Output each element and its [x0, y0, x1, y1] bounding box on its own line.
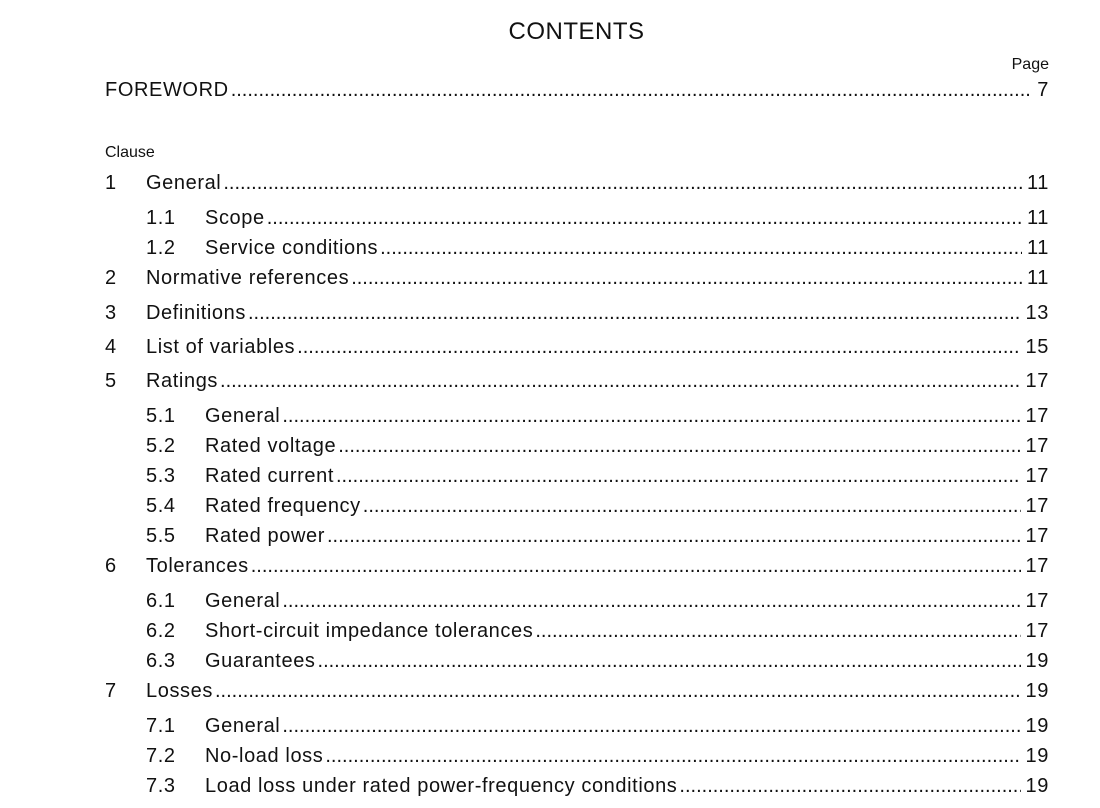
toc-entry-label: No-load loss [205, 745, 324, 767]
toc-entry-label: General [205, 590, 281, 612]
dot-leader [223, 172, 1022, 195]
toc-entry-number: 5 [105, 370, 117, 392]
toc-entry-number: 5.2 [146, 435, 176, 457]
toc-entry-number: 1.1 [146, 207, 176, 229]
toc-entry-label: Guarantees [205, 650, 316, 672]
toc-entry-label: Short-circuit impedance tolerances [205, 620, 534, 642]
dot-leader [282, 715, 1020, 738]
toc-entry-number: 1.2 [146, 237, 176, 259]
toc-entry-number: 7 [105, 680, 117, 702]
toc-entry-number: 3 [105, 302, 117, 324]
toc-entry-number: 5.4 [146, 495, 176, 517]
dot-leader [251, 555, 1021, 578]
dot-leader [282, 405, 1020, 428]
toc-entry-page: 17 [1025, 590, 1049, 612]
toc-entry-label: Normative references [146, 267, 350, 289]
toc-entry-number: 4 [105, 336, 117, 358]
toc-entry-5-1[interactable] [146, 405, 1049, 429]
toc-entry-foreword[interactable] [105, 79, 1049, 103]
toc-entry-label: Losses [146, 680, 213, 702]
toc-entry-page: 17 [1025, 525, 1049, 547]
toc-entry-6-3[interactable] [146, 650, 1049, 674]
toc-entry-page: 17 [1025, 370, 1049, 392]
toc-entry-label: Ratings [146, 370, 219, 392]
toc-entry-number: 7.2 [146, 745, 176, 767]
dot-leader [267, 207, 1022, 230]
toc-entry-page: 17 [1025, 435, 1049, 457]
toc-entry-label: List of variables [146, 336, 296, 358]
toc-entry-4[interactable] [105, 336, 1049, 360]
toc-entry-5-5[interactable] [146, 525, 1049, 549]
toc-entry-label: General [146, 172, 222, 194]
toc-entry-page: 17 [1025, 465, 1049, 487]
toc-entry-page: 15 [1025, 336, 1049, 358]
dot-leader [327, 525, 1021, 548]
dot-leader [351, 267, 1022, 290]
toc-entry-label: General [205, 405, 281, 427]
toc-entry-number: 6.2 [146, 620, 176, 642]
toc-entry-7-1[interactable] [146, 715, 1049, 739]
toc-entry-number: 2 [105, 267, 117, 289]
toc-entry-page: 17 [1025, 405, 1049, 427]
toc-entry-page: 19 [1025, 715, 1049, 737]
toc-entry-label: Load loss under rated power-frequency conditions [205, 775, 678, 797]
page-column-header: Page [1011, 56, 1049, 73]
toc-entry-page: 11 [1027, 207, 1049, 229]
toc-entry-5[interactable] [105, 370, 1049, 394]
toc-entry-page: 11 [1027, 267, 1049, 289]
toc-entry-3[interactable] [105, 302, 1049, 326]
toc-entry-label: Rated frequency [205, 495, 361, 517]
toc-entry-label: Definitions [146, 302, 246, 324]
dot-leader [336, 465, 1021, 488]
toc-entry-2[interactable] [105, 267, 1049, 291]
toc-entry-label: FOREWORD [105, 79, 229, 101]
toc-entry-7-2[interactable] [146, 745, 1049, 769]
toc-entry-page: 7 [1037, 79, 1049, 101]
toc-entry-page: 17 [1025, 620, 1049, 642]
toc-entry-7-3[interactable] [146, 775, 1049, 799]
toc-entry-page: 19 [1025, 775, 1049, 797]
toc-entry-page: 11 [1027, 237, 1049, 259]
toc-entry-page: 17 [1025, 555, 1049, 577]
dot-leader [248, 302, 1021, 325]
toc-entry-label: Scope [205, 207, 265, 229]
toc-entry-number: 7.1 [146, 715, 176, 737]
dot-leader [363, 495, 1021, 518]
toc-entry-number: 5.1 [146, 405, 176, 427]
dot-leader [325, 745, 1020, 768]
toc-entry-label: Service conditions [205, 237, 379, 259]
dot-leader [282, 590, 1020, 613]
toc-entry-page: 13 [1025, 302, 1049, 324]
toc-entry-number: 6.1 [146, 590, 176, 612]
clause-column-header: Clause [105, 144, 155, 161]
dot-leader [679, 775, 1020, 798]
toc-entry-7[interactable] [105, 680, 1049, 704]
toc-entry-label: Tolerances [146, 555, 249, 577]
dot-leader [220, 370, 1021, 393]
toc-entry-label: Rated voltage [205, 435, 337, 457]
toc-entry-label: Rated current [205, 465, 334, 487]
toc-entry-number: 1 [105, 172, 117, 194]
toc-entry-6-1[interactable] [146, 590, 1049, 614]
toc-entry-1-1[interactable] [146, 207, 1049, 231]
toc-entry-1-2[interactable] [146, 237, 1049, 261]
toc-entry-number: 5.3 [146, 465, 176, 487]
toc-entry-page: 19 [1025, 650, 1049, 672]
dot-leader [297, 336, 1020, 359]
dot-leader [318, 650, 1021, 673]
toc-entry-label: General [205, 715, 281, 737]
dot-leader [380, 237, 1022, 260]
dot-leader [338, 435, 1020, 458]
toc-entry-5-2[interactable] [146, 435, 1049, 459]
toc-entry-6-2[interactable] [146, 620, 1049, 644]
dot-leader [231, 79, 1033, 102]
toc-entry-5-3[interactable] [146, 465, 1049, 489]
toc-entry-6[interactable] [105, 555, 1049, 579]
dot-leader [535, 620, 1020, 643]
toc-entry-number: 5.5 [146, 525, 176, 547]
toc-entry-5-4[interactable] [146, 495, 1049, 519]
toc-entry-page: 17 [1025, 495, 1049, 517]
toc-entry-number: 6.3 [146, 650, 176, 672]
toc-entry-page: 19 [1025, 680, 1049, 702]
dot-leader [215, 680, 1021, 703]
toc-entry-number: 7.3 [146, 775, 176, 797]
toc-entry-1[interactable] [105, 172, 1049, 196]
toc-entry-page: 11 [1027, 172, 1049, 194]
toc-entry-number: 6 [105, 555, 117, 577]
page-title: CONTENTS [508, 18, 645, 45]
toc-entry-label: Rated power [205, 525, 325, 547]
toc-entry-page: 19 [1025, 745, 1049, 767]
